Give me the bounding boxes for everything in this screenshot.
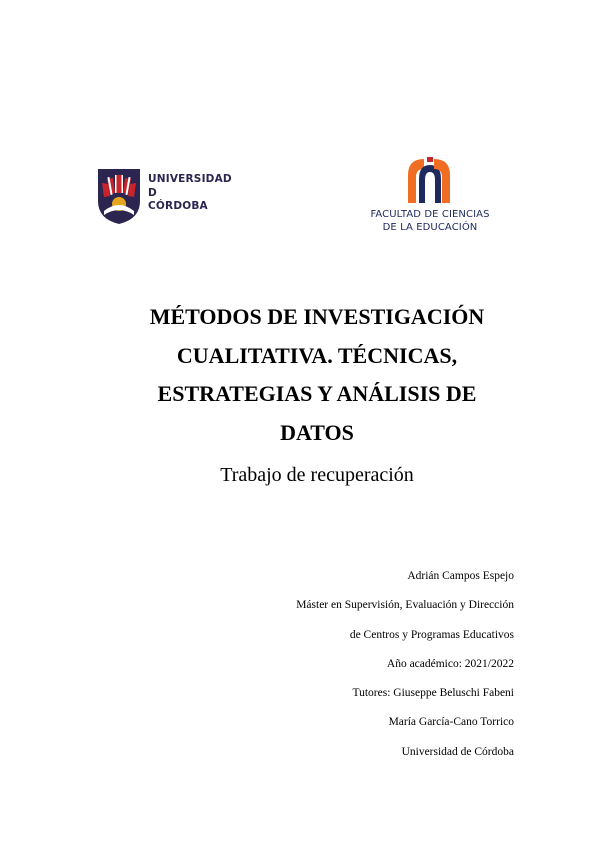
author-info [296,562,514,767]
document-subtitle: Trabajo de recuperación [220,464,414,486]
tutor-2: María García-Cano Torrico [388,716,514,729]
university-name: Universidad de Córdoba [401,745,514,758]
fce-arch-icon [404,155,454,203]
program-line-2: de Centros y Programas Educativos [349,628,514,641]
author-name: Adrián Campos Espejo [407,570,514,582]
facultad-ciencias-educacion-logo [360,155,500,235]
title-line: ESTRATEGIAS Y ANÁLISIS DE [157,381,477,406]
title-line: CUALITATIVA. TÉCNICAS, [176,342,458,368]
universidad-cordoba-logo [96,163,232,225]
uco-name-line: UNIVERSIDAD [148,173,232,185]
fce-name-line: FACULTAD DE CIENCIAS [370,209,490,220]
tutor-1: Tutores: Giuseppe Beluschi Fabeni [352,687,514,700]
uco-name-line: CÓRDOBA [148,200,208,212]
title-line: DATOS [280,419,354,445]
uco-emblem-icon [96,163,142,225]
academic-year: Año académico: 2021/2022 [386,657,514,670]
uco-name-line: D [148,186,157,199]
title-line: MÉTODOS DE INVESTIGACIÓN [149,304,485,329]
program-line-1: Máster en Supervisión, Evaluación y Dirección [296,599,514,612]
fce-name [360,208,500,234]
document-title [80,298,554,452]
uco-name [148,173,232,214]
fce-name-line: DE LA EDUCACIÓN [382,222,478,233]
